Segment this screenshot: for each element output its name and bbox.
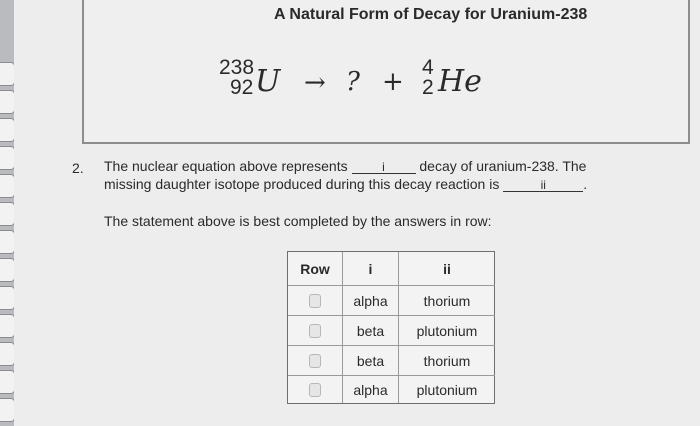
question-text: decay of uranium-238. The (415, 158, 587, 174)
question-number: 2. (72, 160, 84, 176)
worksheet-page (14, 0, 700, 426)
table-cell: thorium (399, 346, 495, 376)
radio-button[interactable] (309, 383, 321, 397)
table-cell: plutonium (416, 381, 478, 398)
margin-tab (0, 258, 15, 282)
question-line-1 (104, 158, 586, 174)
question-text: The nuclear equation above represents (104, 158, 352, 174)
margin-tab (0, 370, 15, 394)
row-select-3[interactable] (288, 346, 343, 376)
margin-tab (0, 202, 15, 226)
margin-tab (0, 230, 15, 254)
table-cell: beta (343, 316, 399, 346)
table-cell: beta (343, 346, 399, 376)
particle-mass-number: 4 (422, 56, 434, 79)
table-cell: alpha (343, 376, 399, 403)
question-prompt: The statement above is best completed by the answers in row: (104, 213, 492, 229)
radio-button[interactable] (309, 354, 321, 368)
radio-button[interactable] (309, 324, 321, 338)
parent-atomic-number: 92 (230, 76, 254, 99)
margin-tab (0, 146, 15, 170)
reaction-arrow: → (304, 68, 326, 98)
answer-table (287, 251, 495, 404)
margin-tab (0, 398, 15, 422)
particle-atomic-number: 2 (422, 76, 434, 99)
radio-button[interactable] (309, 294, 321, 308)
margin-tab (0, 62, 15, 86)
table-header-row: Row (288, 252, 343, 286)
margin-tab (0, 314, 15, 338)
blank-i: i (352, 161, 416, 174)
question-line-2 (104, 176, 587, 192)
question-text: missing daughter isotope produced during this decay reaction is (104, 176, 504, 192)
table-cell: alpha (343, 286, 399, 316)
margin-tab (0, 90, 15, 114)
margin-tab (0, 118, 15, 142)
question-text: . (583, 176, 588, 192)
particle-symbol: He (438, 64, 482, 99)
box-title: A Natural Form of Decay for Uranium-238 (274, 6, 588, 23)
table-cell: plutonium (399, 316, 495, 346)
unknown-product: ? (346, 67, 360, 97)
table-cell: thorium (399, 286, 495, 316)
row-select-4[interactable] (288, 376, 343, 403)
parent-mass-number: 238 (219, 56, 255, 79)
parent-symbol: U (255, 64, 281, 99)
margin-tab (0, 286, 15, 310)
row-select-1[interactable] (288, 286, 343, 316)
margin-tab (0, 342, 15, 366)
table-header-ii: ii (399, 252, 495, 286)
blank-ii: ii (503, 179, 583, 192)
plus-sign: + (382, 67, 404, 97)
table-header-i: i (343, 252, 399, 286)
row-select-2[interactable] (288, 316, 343, 346)
margin-tab (0, 174, 15, 198)
